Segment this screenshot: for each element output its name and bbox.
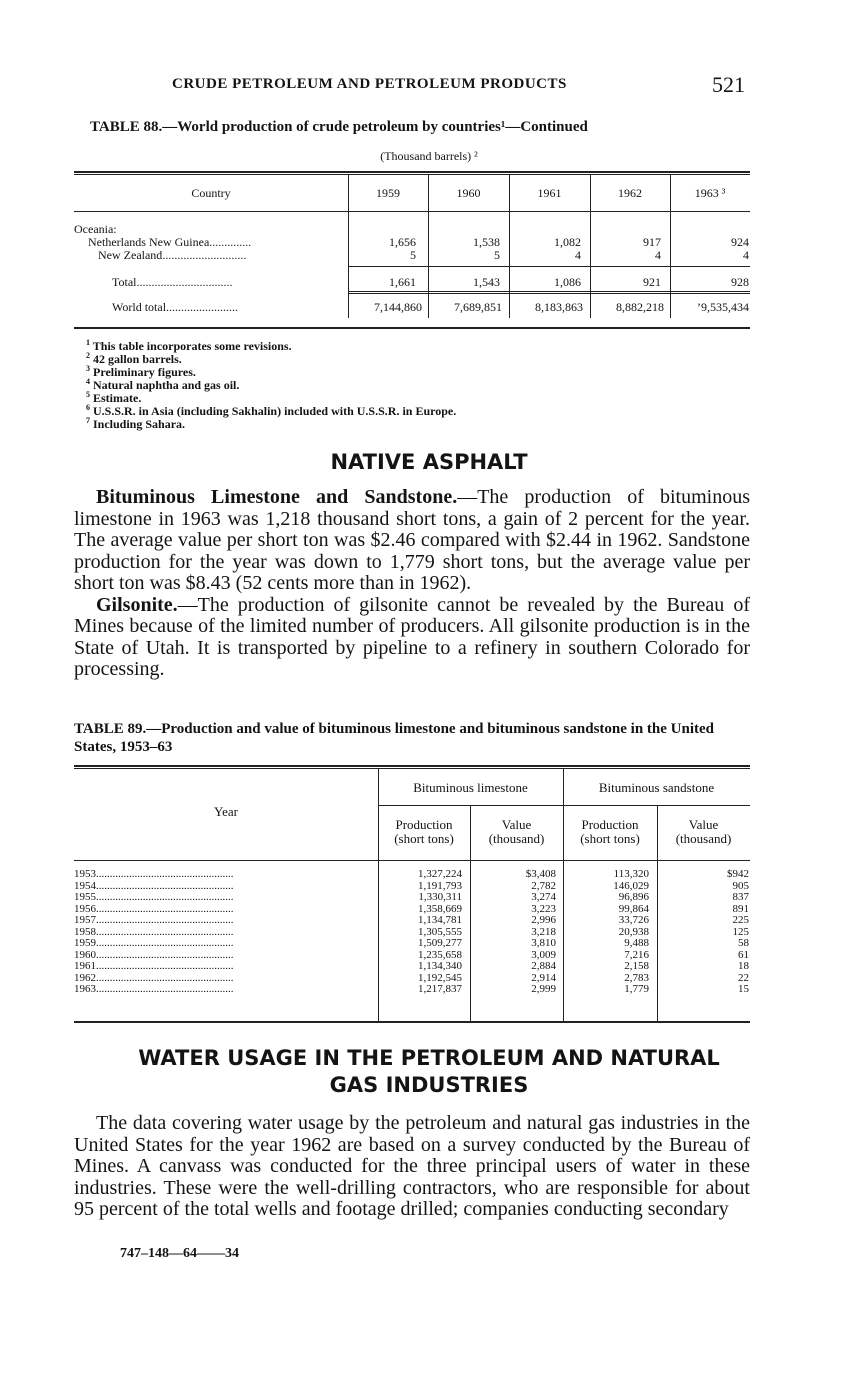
table-cell: 1,235,658: [418, 948, 462, 961]
table88-col-1961: 1961: [537, 186, 562, 200]
table-cell: 4: [575, 248, 581, 262]
table-cell: 7,144,860: [374, 300, 422, 314]
water-usage-text: [74, 1113, 750, 1221]
table-cell: $3,408: [525, 868, 556, 880]
table-cell: 22: [738, 971, 749, 984]
table-cell: 1,217,837: [418, 983, 462, 995]
table88-region: Oceania:: [74, 222, 117, 236]
table89-limestone-production-column: [378, 869, 462, 996]
table-cell: 1,656: [389, 235, 416, 249]
table-cell: 1,509,277: [418, 937, 462, 949]
table-cell: 1,327,224: [418, 868, 462, 880]
table-cell: 2,158: [624, 960, 649, 972]
table-row: 1963..................................................: [74, 983, 234, 995]
table-cell: 1,330,311: [418, 891, 462, 903]
table-cell: 1,358,669: [418, 902, 462, 915]
table89-limestone-value-column: [470, 869, 556, 996]
table-cell: 58: [738, 937, 749, 949]
table-cell: 1,192,545: [418, 971, 462, 984]
table-cell: 891: [732, 902, 749, 915]
table-cell: 2,884: [531, 960, 556, 972]
table-cell: 113,320: [613, 868, 649, 880]
table-row: 1954..................................................: [74, 879, 234, 892]
table89-group-sandstone: Bituminous sandstone: [598, 780, 715, 795]
table88-col-country: Country: [191, 186, 231, 200]
table-cell: 1,086: [554, 275, 581, 289]
table-cell: 20,938: [618, 925, 649, 938]
table-cell: 3,274: [531, 891, 556, 903]
table-cell: 2,782: [531, 879, 556, 892]
table-cell: 7,689,851: [454, 300, 502, 314]
table88-col-1959: 1959: [376, 186, 400, 200]
table-cell: 7,216: [624, 948, 649, 961]
table-row-label: Total................................: [112, 275, 233, 289]
table-cell: 15: [738, 983, 749, 995]
table-cell: 3,810: [531, 937, 556, 949]
table88-col-1963: 1963 ³: [694, 186, 726, 200]
table-cell: 1,134,340: [418, 960, 462, 972]
table-cell: 1,305,555: [418, 925, 462, 938]
table89-col-limestone-value: Value (thousand): [488, 817, 545, 846]
table-cell: $942: [727, 868, 749, 880]
table-row: 1955..................................................: [74, 891, 234, 903]
table89-col-limestone-production: Production (short tons): [394, 817, 454, 846]
table-cell: 917: [643, 235, 661, 249]
table-row: 1957..................................................: [74, 914, 234, 926]
table-row-label: World total........................: [112, 300, 239, 314]
table-cell: 2,999: [531, 983, 556, 995]
running-title: CRUDE PETROLEUM AND PETROLEUM PRODUCTS: [172, 76, 567, 92]
section-title-water-usage-line2: GAS INDUSTRIES: [329, 1073, 529, 1097]
table-row-label: Netherlands New Guinea..............: [88, 235, 252, 249]
footnote: $^1$ This table incorporates some revisions.: [86, 338, 292, 353]
table-cell: 2,914: [531, 971, 556, 984]
table-row: 1961..................................................: [74, 960, 234, 972]
table-cell: 96,896: [618, 891, 649, 903]
table-row: 1960..................................................: [74, 948, 234, 961]
table-cell: 5: [410, 248, 416, 262]
table-cell: 125: [732, 925, 749, 938]
table-cell: 3,223: [531, 902, 556, 915]
paragraph: Bituminous Limestone and Sandstone.—The production of bituminous limestone in 1963 was 1,218 thousand short tons, a gain of 2 percent for the year. The average value per short ton was $2.46 compared with $2.44 in 1962. Sandstone production for the year was down to 1,779 short tons, but the average value per short ton was $8.43 (52 cents more than in 1962).: [74, 486, 750, 594]
table-cell: 61: [738, 948, 749, 961]
table-row: 1959..................................................: [74, 937, 234, 949]
table-row-label: New Zealand............................: [98, 248, 247, 262]
table-row: 1958..................................................: [74, 925, 234, 938]
page-number: 521: [712, 72, 745, 97]
footnote: $^7$ Including Sahara.: [86, 416, 186, 431]
table-row: 1953..................................................: [74, 868, 234, 880]
table-cell: 33,726: [618, 914, 649, 926]
footnote: $^5$ Estimate.: [86, 390, 142, 405]
section-title-native-asphalt: NATIVE ASPHALT: [330, 450, 528, 474]
table-row: 1962..................................................: [74, 971, 234, 984]
table-cell: 99,864: [618, 902, 649, 915]
table-cell: 146,029: [613, 879, 649, 892]
footnote: $^6$ U.S.S.R. in Asia (including Sakhalin) included with U.S.S.R. in Europe.: [86, 403, 457, 418]
table-cell: 18: [738, 960, 749, 972]
native-asphalt-text: [74, 487, 750, 681]
table-cell: 1,134,781: [418, 914, 462, 926]
table-cell: 3,009: [531, 948, 556, 961]
table-cell: 1,082: [554, 235, 581, 249]
table89-sandstone-production-column: [563, 869, 649, 996]
paragraph: The data covering water usage by the petroleum and natural gas industries in the United States for the year 1962 are based on a survey conducted by the Bureau of Mines. A canvass was conducted for the three principal users of water in these industries. These were the well-drilling contractors, who are responsible for about 95 percent of the total wells and footage drilled; companies conducting secondary: [74, 1112, 750, 1220]
table-cell: 837: [732, 891, 749, 903]
table-cell: ’9,535,434: [697, 300, 749, 314]
table89-col-year: Year: [214, 804, 238, 819]
table-cell: 225: [732, 914, 749, 926]
table-cell: 1,191,793: [418, 879, 462, 892]
section-title-water-usage-line1: WATER USAGE IN THE PETROLEUM AND NATURAL: [138, 1046, 720, 1070]
table-row: 1956..................................................: [74, 902, 234, 915]
table-cell: 4: [743, 248, 749, 262]
table89-group-limestone: Bituminous limestone: [413, 780, 528, 795]
table-cell: 9,488: [624, 937, 649, 949]
table-cell: 928: [731, 275, 749, 289]
table88-units: (Thousand barrels) ²: [380, 149, 478, 163]
table-cell: 1,543: [473, 275, 500, 289]
table-cell: 1,661: [389, 275, 416, 289]
footnote: $^4$ Natural naphtha and gas oil.: [86, 377, 240, 392]
paragraph: Gilsonite.—The production of gilsonite cannot be revealed by the Bureau of Mines because of the limited number of producers. All gilsonite production is in the State of Utah. It is transported by pipeline to a refinery in southern Colorado for processing.: [74, 593, 750, 680]
table89-caption: TABLE 89.—Production and value of bituminous limestone and bituminous sandstone in the United States, 1953–63: [74, 721, 714, 755]
print-job-code: 747–148—64——34: [120, 1246, 239, 1261]
table-cell: 8,183,863: [535, 300, 583, 314]
table88-caption: TABLE 88.—World production of crude petroleum by countries¹—Continued: [90, 119, 588, 135]
table89-year-column: [74, 869, 234, 996]
table-cell: 921: [643, 275, 661, 289]
table-cell: 1,538: [473, 235, 500, 249]
table89-sandstone-value-column: [657, 869, 749, 996]
table-cell: 8,882,218: [616, 300, 664, 314]
table88-col-1962: 1962: [618, 186, 642, 200]
table88-col-1960: 1960: [456, 186, 481, 200]
table-cell: 2,783: [624, 971, 649, 984]
table-cell: 924: [731, 235, 749, 249]
footnote: $^2$ 42 gallon barrels.: [86, 351, 182, 366]
table89-col-sandstone-value: Value (thousand): [675, 817, 732, 846]
footnote: $^3$ Preliminary figures.: [86, 364, 196, 379]
table-cell: 3,218: [531, 925, 556, 938]
table-cell: 4: [655, 248, 661, 262]
table-cell: 2,996: [531, 914, 556, 926]
table-cell: 5: [494, 248, 500, 262]
table-cell: 905: [732, 879, 749, 892]
table89-col-sandstone-production: Production (short tons): [580, 817, 640, 846]
table-cell: 1,779: [624, 983, 649, 995]
